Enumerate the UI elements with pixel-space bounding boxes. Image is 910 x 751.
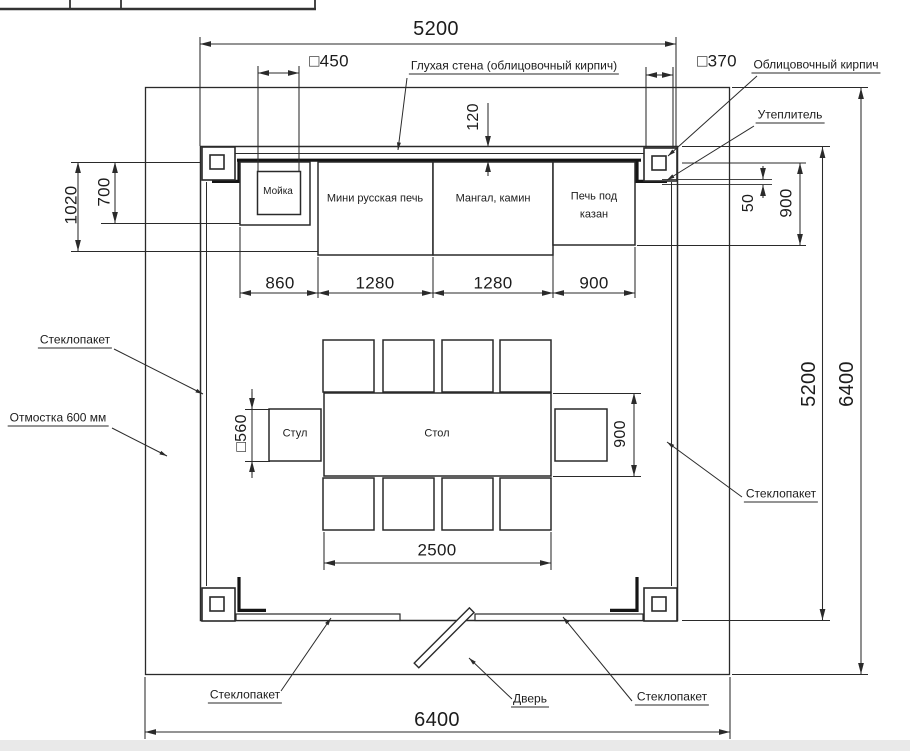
chair-top-3: [442, 340, 493, 392]
chair-bottom-1: [323, 478, 374, 530]
dim-bottom-6400: 6400: [414, 709, 460, 731]
title-block-fragment: [0, 0, 316, 9]
label-insulation: Утеплитель: [757, 107, 823, 122]
kazan-stove-label-line2: казан: [579, 208, 609, 221]
dim-right-6400: 6400: [836, 361, 858, 407]
chair-top-2: [383, 340, 434, 392]
dim-chain-1280b: 1280: [473, 273, 513, 293]
sink-label: Мойка: [263, 186, 293, 197]
chair-top-1: [323, 340, 374, 392]
label-glazing-bottom-right: Стеклопакет: [636, 689, 708, 704]
furniture-outlines: [240, 162, 635, 530]
dim-left-1020: 1020: [61, 185, 81, 225]
table-label: Стол: [424, 427, 450, 440]
russian-stove-label: Мини русская печь: [326, 192, 424, 205]
label-glazing-left: Стеклопакет: [39, 332, 111, 347]
dim-top-5200: 5200: [413, 18, 459, 40]
dim-chain-860: 860: [265, 273, 295, 293]
chair-label: Стул: [282, 427, 308, 440]
kazan-stove-label-line1: Печь под: [570, 190, 618, 203]
door-leaf: [414, 608, 474, 668]
dim-gap-50: 50: [740, 193, 757, 213]
dim-right-5200: 5200: [798, 361, 820, 407]
chair-bottom-4: [500, 478, 551, 530]
dim-table-900: 900: [612, 420, 629, 448]
bottom-window-panels: [236, 614, 643, 621]
dim-left-700: 700: [94, 177, 114, 207]
russian-stove-box: [318, 162, 433, 255]
chair-right: [555, 409, 607, 461]
dim-kazan-900: 900: [776, 188, 796, 218]
chair-top-4: [500, 340, 551, 392]
dim-pier-370: □370: [697, 51, 737, 71]
dim-chain-1280a: 1280: [355, 273, 395, 293]
dim-sink-450: □450: [309, 51, 349, 71]
label-glazing-right: Стеклопакет: [745, 486, 817, 501]
mangal-label: Мангал, камин: [455, 192, 531, 205]
label-facing-brick: Облицовочный кирпич: [753, 57, 879, 72]
dim-chair-560: □560: [233, 414, 250, 452]
label-glazing-bottom-left: Стеклопакет: [209, 687, 281, 702]
chair-bottom-2: [383, 478, 434, 530]
kazan-stove-box: [553, 162, 635, 245]
dim-table-2500: 2500: [417, 540, 457, 560]
label-door: Дверь: [513, 691, 547, 706]
label-blank-wall: Глухая стена (облицовочный кирпич): [410, 58, 618, 73]
dim-wall-120: 120: [465, 103, 482, 131]
label-blind-area: Отмостка 600 мм: [9, 410, 107, 425]
chair-bottom-3: [442, 478, 493, 530]
mangal-box: [433, 162, 553, 255]
dim-chain-900: 900: [579, 273, 609, 293]
page-bottom-strip: [0, 740, 910, 751]
